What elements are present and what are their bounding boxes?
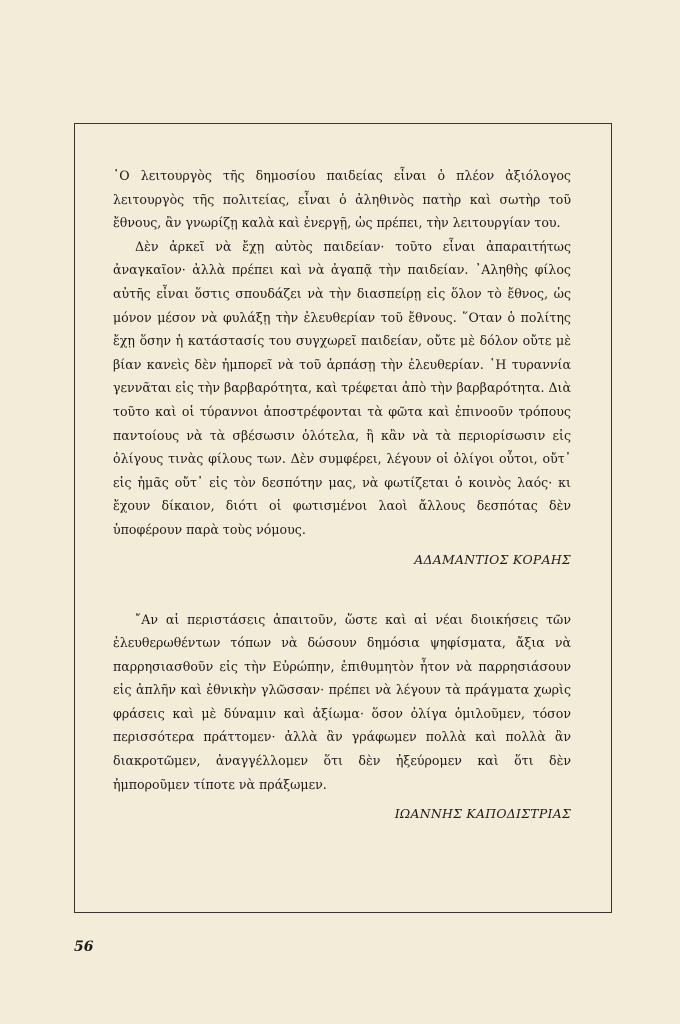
frame-content [113, 164, 571, 826]
page-number: 56 [74, 939, 94, 955]
quote2-author: ΙΩΑΝΝΗΣ ΚΑΠΟΔΙΣΤΡΙΑΣ [394, 806, 571, 822]
quote1-paragraph-1: ῾Ο λειτουργὸς τῆς δημοσίου παιδείας εἶναι ὁ πλέον ἀξιόλογος λειτουργὸς τῆς πολιτείας, εἶναι ὁ ἀληθινὸς πατὴρ καὶ σωτὴρ τοῦ ἔθνους, ἂν γνωρίζῃ καλὰ καὶ ἐνεργῇ, ὡς πρέπει, τὴν λειτουργίαν του. [113, 168, 571, 231]
section-gap [113, 572, 571, 608]
quote-frame [74, 123, 612, 913]
quote1-author: ΑΔΑΜΑΝΤΙΟΣ ΚΟΡΑΗΣ [414, 551, 571, 567]
quote2-paragraph-1: ῎Αν αἱ περιστάσεις ἀπαιτοῦν, ὥστε καὶ αἱ νέαι διοικήσεις τῶν ἐλευθερωθέντων τόπων νὰ δώσουν δημόσια ψηφίσματα, ἄξια νὰ παρρησιασθοῦν εἰς τὴν Εὐρώπην, ἐπιθυμητὸν ἦτον νὰ παρρησιάσουν εἰς ἁπλῆν καὶ ἐθνικὴν γλῶσσαν· πρέπει νὰ λέγουν τὰ πράγματα χωρὶς φράσεις καὶ μὲ δύναμιν καὶ ἀξίωμα· ὅσον ὀλίγα ὁμιλοῦμεν, τόσον περισσότερα πράττομεν· ἀλλὰ ἂν γράφωμεν πολλὰ καὶ πολλὰ ἂν διακροτῶμεν, ἀναγγέλλομεν ὅτι δὲν ἠξεύρομεν καὶ ὅτι δὲν ἠμποροῦμεν τίποτε νὰ πράξωμεν. [113, 611, 571, 792]
quote1-paragraph-2: Δὲν ἀρκεῖ νὰ ἔχῃ αὐτὸς παιδείαν· τοῦτο εἶναι ἀπαραιτήτως ἀναγκαῖον· ἀλλὰ πρέπει καὶ νὰ ἀγαπᾷ τὴν παιδείαν. ᾿Αληθὴς φίλος αὐτῆς εἶναι ὅστις σπουδάζει νὰ τὴν διασπείρῃ εἰς ὅλον τὸ ἔθνος, ὡς μόνον μέσον νὰ φυλάξῃ τὴν ἐλευθερίαν τοῦ ἔθνους. ῞Οταν ὁ πολίτης ἔχῃ ὅσην ἡ κατάστασίς του συγχωρεῖ παιδείαν, οὔτε μὲ δόλον οὔτε μὲ βίαν κανεὶς δὲν ἠμπορεῖ νὰ τοῦ ἁρπάσῃ τὴν ἐλευθερίαν. ῾Η τυραννία γεννᾶται εἰς τὴν βαρβαρότητα, καὶ τρέφεται ἀπὸ τὴν βαρβαρότητα. Διὰ τοῦτο καὶ οἱ τύραννοι ἀποστρέφονται τὰ φῶτα καὶ ἐπινοοῦν τρόπους παντοίους νὰ τὰ σβέσωσιν ὁλότελα, ἢ κἂν νὰ τὰ περιορίσωσιν εἰς ὀλίγους τινὰς φίλους των. Δὲν συμφέρει, λέγουν οἱ ὀλίγοι οὗτοι, οὔτ᾿ εἰς ἡμᾶς οὔτ᾿ εἰς τὸν δεσπότην μας, νὰ φωτίζεται ὁ κοινὸς λαός· κι ἔχουν δίκαιον, διότι οἱ φωτισμένοι λαοὶ ἄλλους δεσπότας δὲν ὑποφέρουν παρὰ τοὺς νόμους. [113, 238, 571, 537]
